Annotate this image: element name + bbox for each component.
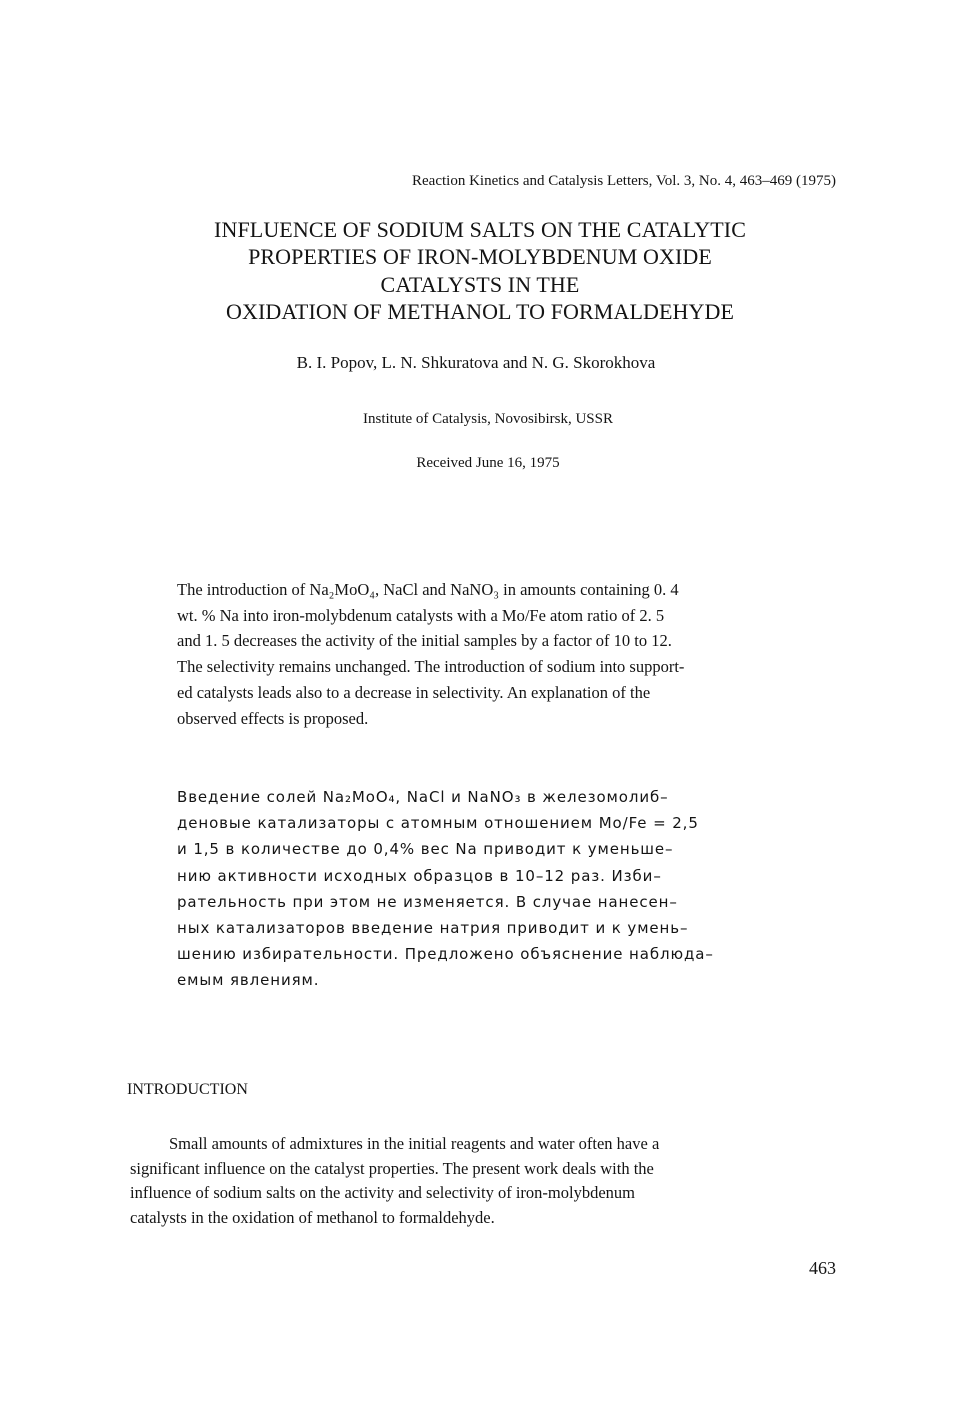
title-line: PROPERTIES OF IRON-MOLYBDENUM OXIDE bbox=[248, 244, 712, 270]
abstract-line: деновые катализаторы с атомным отношением Mo/Fe = 2,5 bbox=[177, 814, 699, 833]
title-line: CATALYSTS IN THE bbox=[380, 271, 580, 297]
title-line: INFLUENCE OF SODIUM SALTS ON THE CATALYTIC bbox=[214, 217, 746, 242]
abstract-line: and 1. 5 decreases the activity of the initial samples by a factor of 10 to 12. bbox=[177, 631, 672, 651]
authors: B. I. Popov, L. N. Shkuratova and N. G. Skorokhova bbox=[296, 353, 656, 372]
abstract-line: The selectivity remains unchanged. The introduction of sodium into support- bbox=[177, 657, 685, 677]
page-number: 463 bbox=[809, 1258, 836, 1278]
paragraph-line: significant influence on the catalyst properties. The present work deals with the bbox=[130, 1158, 654, 1178]
abstract-line: нию активности исходных образцов в 10–12 раз. Изби– bbox=[177, 866, 662, 885]
paragraph-line: influence of sodium salts on the activity and selectivity of iron-molybdenum bbox=[130, 1183, 635, 1203]
abstract-line: рательность при этом не изменяется. В случае нанесен– bbox=[177, 892, 678, 911]
abstract-line: и 1,5 в количестве до 0,4% вес Na приводит к уменьше– bbox=[177, 840, 674, 859]
journal-citation: Reaction Kinetics and Catalysis Letters, Vol. 3, No. 4, 463–469 (1975) bbox=[412, 173, 836, 189]
abstract-english bbox=[177, 577, 847, 731]
abstract-russian bbox=[177, 784, 857, 994]
abstract-line: Введение солей Na₂MoO₄, NaCl и NaNO₃ в железомолиб– bbox=[177, 788, 669, 806]
abstract-line: шению избирательности. Предложено объяснение наблюда– bbox=[177, 945, 714, 964]
section-heading-introduction: INTRODUCTION bbox=[127, 1081, 248, 1098]
paper-title bbox=[120, 216, 840, 325]
affiliation: Institute of Catalysis, Novosibirsk, USSR bbox=[362, 411, 613, 427]
title-line: OXIDATION OF METHANOL TO FORMALDEHYDE bbox=[225, 298, 735, 324]
abstract-line: The introduction of Na₂MoO₄, NaCl and NaNO₃ in amounts containing 0. 4 bbox=[177, 580, 679, 599]
abstract-line: емым явлениям. bbox=[177, 971, 320, 990]
abstract-line: wt. % Na into iron-molybdenum catalysts with a Mo/Fe atom ratio of 2. 5 bbox=[177, 605, 665, 625]
abstract-line: ed catalysts leads also to a decrease in selectivity. An explanation of the bbox=[177, 682, 651, 702]
received-date: Received June 16, 1975 bbox=[416, 455, 560, 471]
abstract-line: observed effects is proposed. bbox=[177, 708, 369, 728]
paragraph-line: catalysts in the oxidation of methanol to formaldehyde. bbox=[130, 1208, 495, 1228]
abstract-line: ных катализаторов введение натрия приводит и к умень– bbox=[177, 919, 689, 938]
paragraph-line: Small amounts of admixtures in the initial reagents and water often have a bbox=[169, 1134, 660, 1153]
introduction-paragraph bbox=[130, 1132, 830, 1231]
